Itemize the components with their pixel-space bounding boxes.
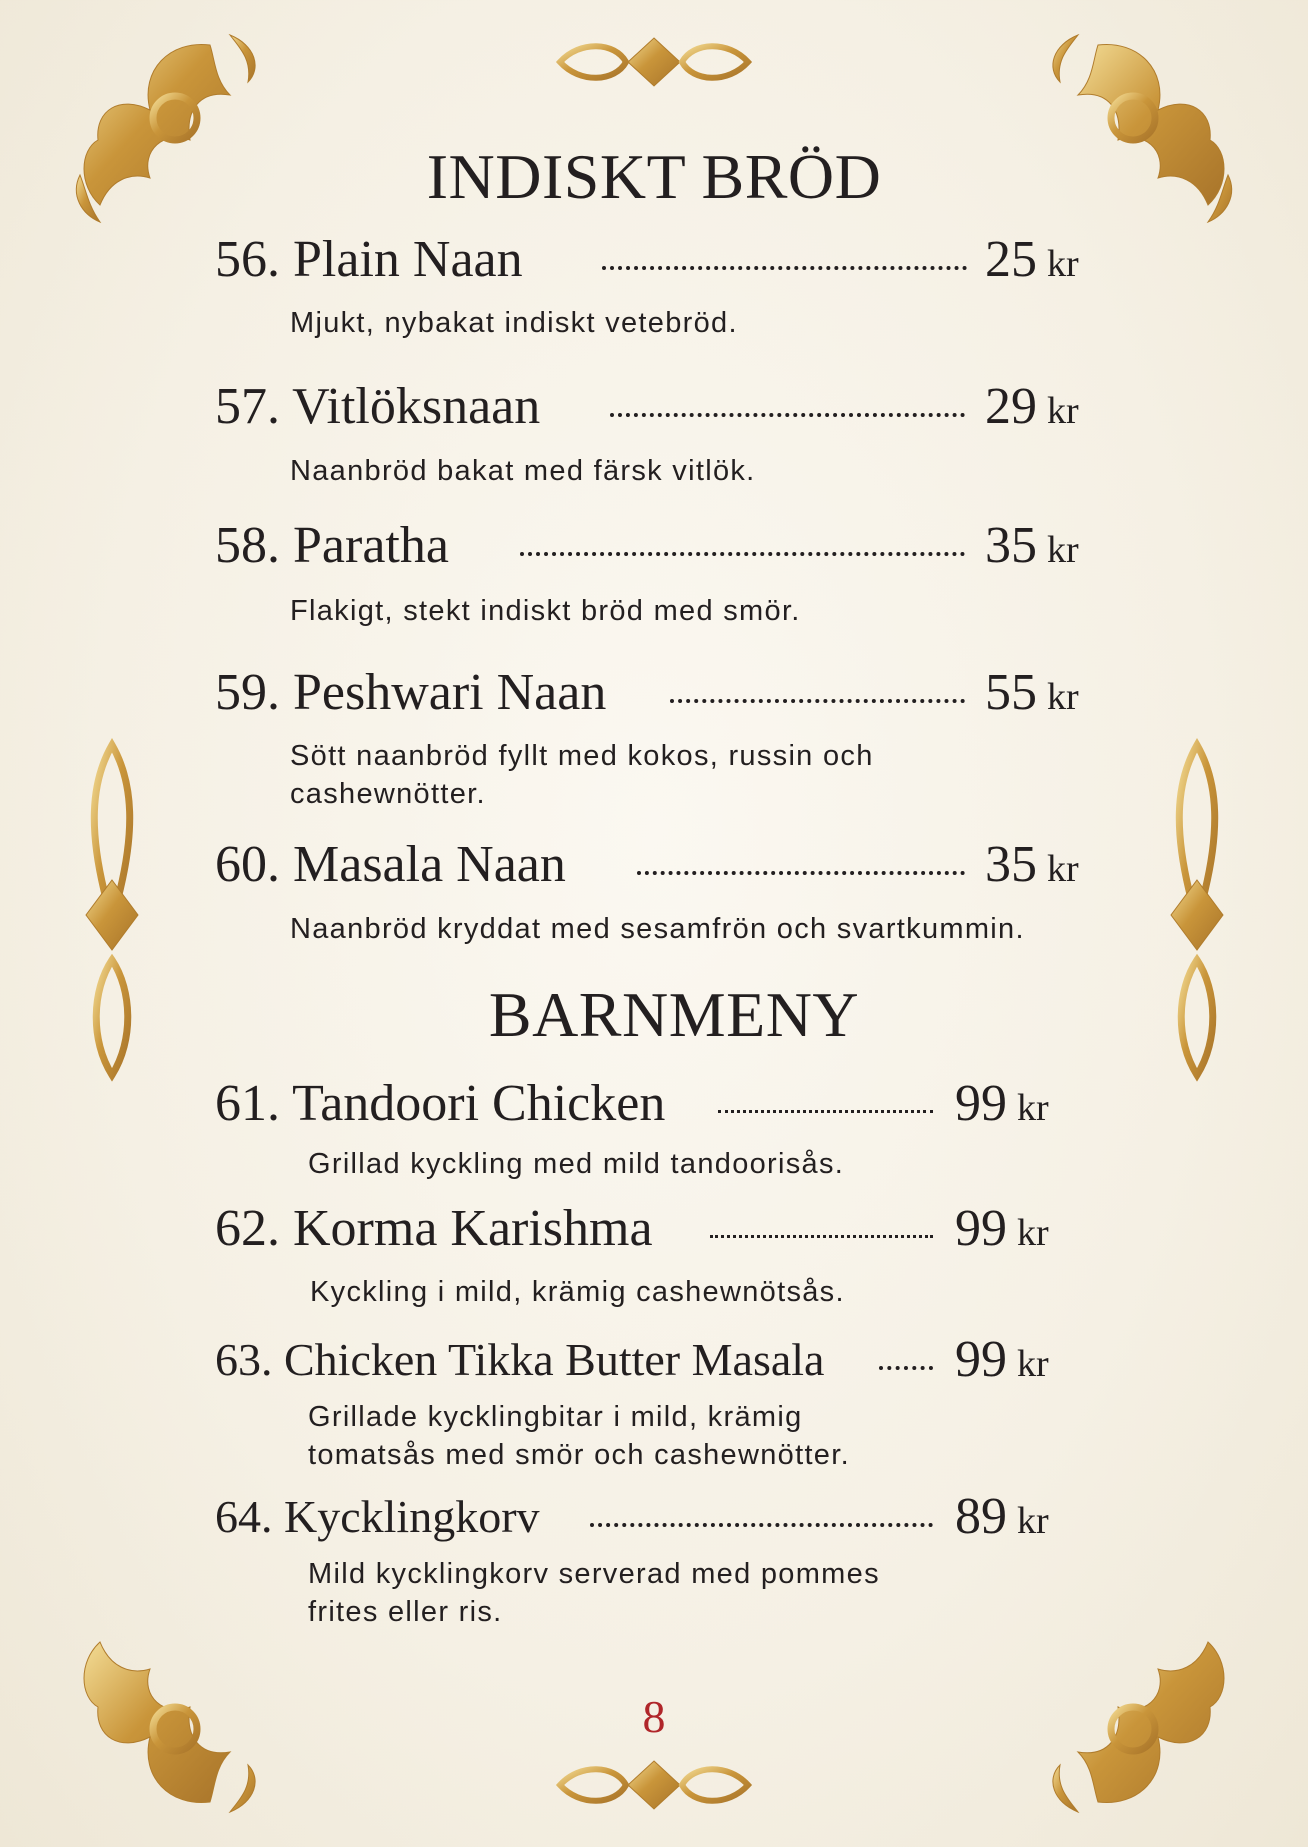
item-price: 89 kr [955, 1488, 1049, 1545]
item-price: 35 kr [985, 517, 1079, 574]
menu-item-63 [215, 1330, 1095, 1390]
dot-leader [610, 413, 965, 417]
item-name: 61. Tandoori Chicken [215, 1075, 666, 1132]
item-price: 25 kr [985, 231, 1079, 288]
menu-item-62 [215, 1199, 1095, 1259]
menu-item-57 [215, 377, 1095, 437]
menu-item-59 [215, 663, 1095, 723]
dot-leader [879, 1366, 933, 1370]
dot-leader [718, 1110, 933, 1113]
item-name: 60. Masala Naan [215, 836, 566, 893]
menu-item-60 [215, 835, 1095, 895]
item-price: 99 kr [955, 1200, 1049, 1257]
item-description: Kyckling i mild, krämig cashewnötsås. [310, 1276, 845, 1308]
item-name: 57. Vitlöksnaan [215, 378, 541, 435]
dot-leader [590, 1523, 933, 1527]
menu-item-58 [215, 516, 1095, 576]
item-name: 56. Plain Naan [215, 231, 523, 288]
item-description: Grillad kyckling med mild tandoorisås. [308, 1148, 845, 1180]
item-price: 35 kr [985, 836, 1079, 893]
dot-leader [710, 1235, 933, 1238]
menu-item-61 [215, 1074, 1095, 1134]
dot-leader [670, 699, 965, 703]
item-description: Naanbröd kryddat med sesamfrön och svartkummin. [290, 913, 1025, 945]
item-price: 29 kr [985, 378, 1079, 435]
item-price: 99 kr [955, 1075, 1049, 1132]
item-price: 99 kr [955, 1331, 1049, 1388]
item-description: Grillade kycklingbitar i mild, krämig tomatsås med smör och cashewnötter. [308, 1401, 850, 1471]
item-name: 62. Korma Karishma [215, 1200, 653, 1257]
menu-item-56 [215, 230, 1095, 290]
page-number: 8 [642, 1691, 666, 1742]
menu-item-64 [215, 1487, 1095, 1547]
item-price: 55 kr [985, 664, 1079, 721]
item-description: Mjukt, nybakat indiskt vetebröd. [290, 307, 738, 339]
item-description: Sött naanbröd fyllt med kokos, russin och cashewnötter. [290, 740, 874, 810]
dot-leader [602, 266, 967, 270]
section-title-barnmeny: BARNMENY [488, 979, 860, 1050]
dot-leader [637, 871, 965, 875]
dot-leader [520, 552, 965, 556]
item-description: Flakigt, stekt indiskt bröd med smör. [290, 595, 801, 627]
item-description: Naanbröd bakat med färsk vitlök. [290, 455, 756, 487]
item-description: Mild kycklingkorv serverad med pommes frites eller ris. [308, 1558, 880, 1628]
section-title-indiskt-brod: INDISKT BRÖD [426, 141, 882, 212]
item-name: 58. Paratha [215, 517, 449, 574]
item-name: 63. Chicken Tikka Butter Masala [215, 1334, 825, 1385]
item-name: 59. Peshwari Naan [215, 664, 607, 721]
item-name: 64. Kycklingkorv [215, 1491, 540, 1542]
